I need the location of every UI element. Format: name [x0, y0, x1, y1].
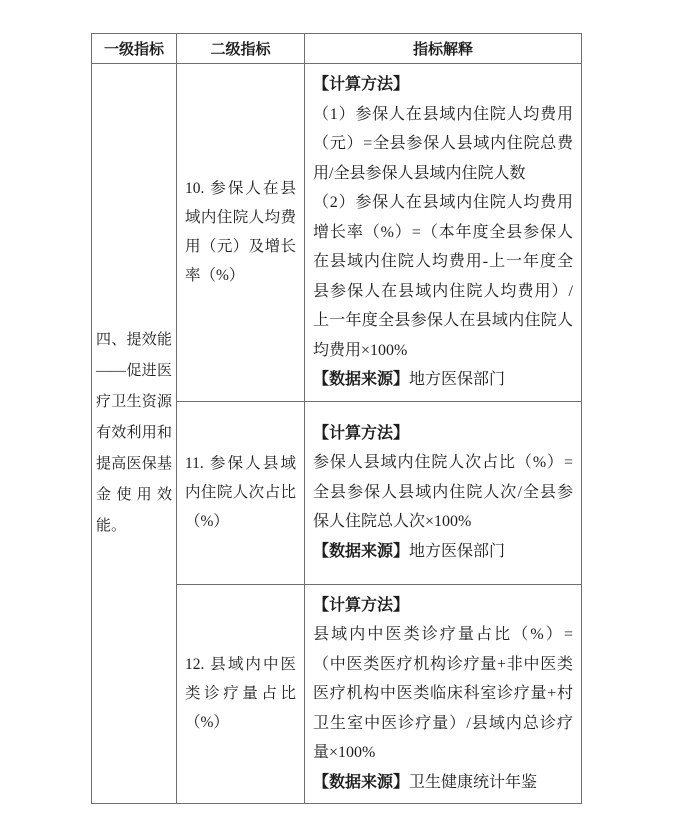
source-label: 【数据来源】: [313, 542, 410, 560]
header-indicator-explanation: 指标解释: [305, 34, 582, 64]
source-label: 【数据来源】: [313, 773, 410, 791]
method-label: 【计算方法】: [313, 596, 410, 614]
source-line: [313, 365, 573, 395]
secondary-indicator-12: 12. 县域内中医类诊疗量占比（%）: [177, 584, 305, 804]
header-secondary-indicator: 二级指标: [177, 34, 305, 64]
method-line: （2）参保人在县域内住院人均费用增长率（%）=（本年度全县参保人在县域内住院人均费用-上一年度全县参保人在县域内住院人均费用）/上一年度全县参保人在县域内住院人均费用×100%: [313, 194, 573, 359]
indicator-table: [91, 33, 582, 804]
primary-indicator-text: 四、提效能——促进医疗卫生资源有效利用和提高医保基金使用效能。: [96, 332, 172, 534]
header-primary-indicator: 一级指标: [92, 34, 177, 64]
secondary-indicator-10: 10. 参保人在县域内住院人均费用（元）及增长率（%）: [177, 64, 305, 402]
explanation-11: [305, 401, 582, 584]
source-text: 地方医保部门: [409, 542, 506, 560]
table-header-row: [92, 34, 582, 64]
explanation-10: [305, 64, 582, 402]
method-label: 【计算方法】: [313, 424, 410, 442]
table-row: [92, 64, 582, 402]
method-line: 县域内中医类诊疗量占比（%）=（中医类医疗机构诊疗量+非中医类医疗机构中医类临床科室诊疗量+村卫生室中医诊疗量）/县域内总诊疗量×100%: [313, 626, 573, 761]
source-label: 【数据来源】: [313, 371, 410, 388]
source-text: 卫生健康统计年鉴: [409, 773, 538, 791]
method-line: 参保人县域内住院人次占比（%）=全县参保人县域内住院人次/全县参保人住院总人次×100%: [313, 454, 573, 531]
source-line: [313, 768, 573, 798]
explanation-12: [305, 584, 582, 804]
secondary-indicator-11: 11. 参保人县域内住院人次占比（%）: [177, 401, 305, 584]
method-line: （1）参保人在县域内住院人均费用（元）=全县参保人县域内住院总费用/全县参保人县域内住院人数: [313, 105, 573, 182]
source-text: 地方医保部门: [409, 371, 506, 388]
primary-indicator-cell: [92, 64, 177, 804]
method-label: 【计算方法】: [313, 76, 410, 93]
source-line: [313, 537, 573, 567]
